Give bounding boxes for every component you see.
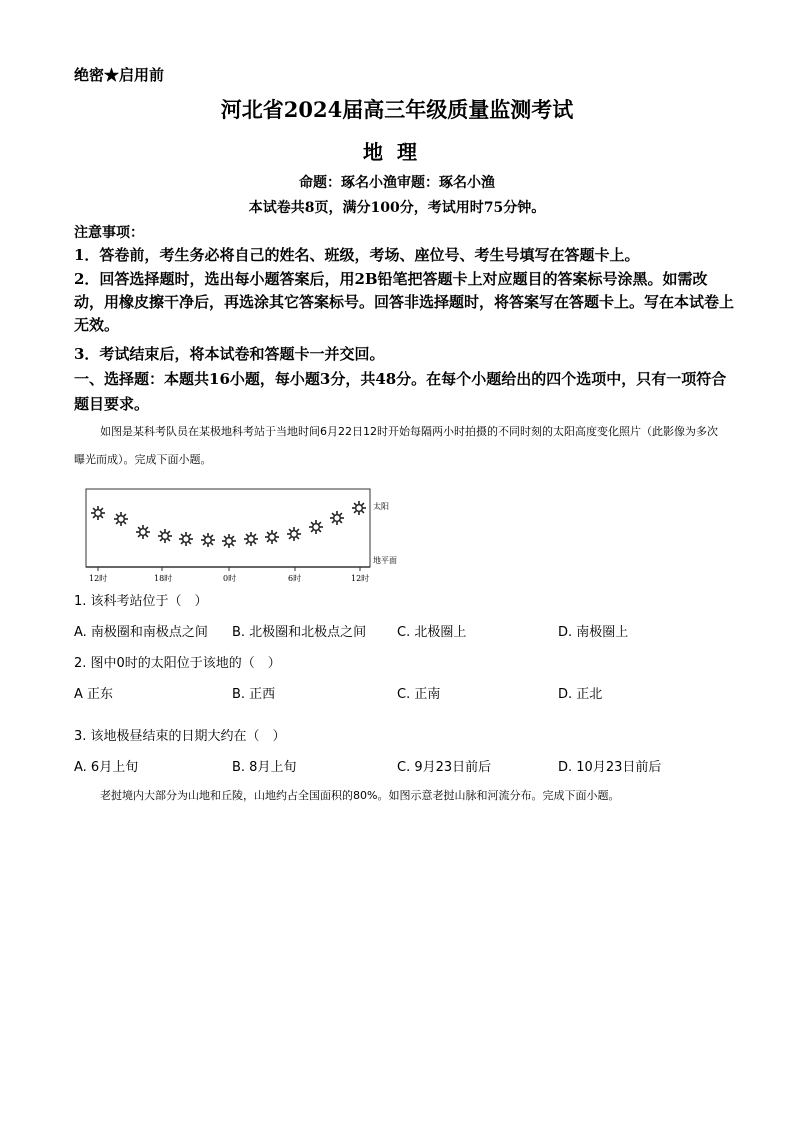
note-item: 2．回答选择题时，选出每小题答案后，用2B铅笔把答题卡上对应题目的答案标号涂黑。如需改动，用橡皮擦干净后，再选涂其它答案标号。回答非选择题时，将答案写在答题卡上。写在本试卷上无效。 [74, 270, 735, 334]
figure-frame [86, 489, 370, 567]
exam-info: 本试卷共8页，满分100分，考试用时75分钟。 [248, 200, 546, 216]
confidential-label: 绝密★启用前 [74, 66, 165, 84]
sun-icon [91, 506, 105, 520]
sun-label: 太阳 [373, 502, 389, 511]
x-tick-label: 6时 [288, 574, 302, 583]
sun-icon [158, 529, 172, 543]
exam-title: 河北省2024届高三年级质量监测考试 [220, 97, 574, 122]
notes-heading: 注意事项： [74, 225, 144, 241]
horizon-label: 地平面 [373, 556, 397, 565]
question-stem: 1. 该科考站位于（ ） [74, 594, 208, 609]
sun-icon [136, 525, 150, 539]
sun-icon [330, 511, 344, 525]
sun-icon [244, 532, 258, 546]
x-tick-label: 0时 [223, 574, 237, 583]
option-d[interactable]: D. 正北 [558, 687, 603, 702]
option-b[interactable]: B. 北极圈和北极点之间 [232, 625, 367, 640]
option-b[interactable]: B. 正西 [232, 687, 276, 702]
sun-altitude-figure [76, 487, 406, 583]
option-c[interactable]: C. 9月23日前后 [397, 760, 492, 775]
x-tick-label: 18时 [154, 574, 173, 583]
sun-icon [352, 501, 366, 515]
question-stem: 2. 图中0时的太阳位于该地的（ ） [74, 656, 281, 671]
sun-icon [222, 534, 236, 548]
option-a[interactable]: A. 6月上旬 [74, 760, 139, 775]
x-tick-label: 12时 [351, 574, 370, 583]
sun-series [91, 501, 366, 548]
option-a[interactable]: A 正东 [74, 687, 114, 702]
x-tick-label: 12时 [89, 574, 108, 583]
passage-intro: 如图是某科考队员在某极地科考站于当地时间6月22日12时开始每隔两小时拍摄的不同时刻的太阳高度变化照片（此影像为多次曝光而成）。完成下面小题。 [74, 425, 718, 466]
option-d[interactable]: D. 南极圈上 [558, 625, 629, 640]
sun-icon [309, 520, 323, 534]
option-b[interactable]: B. 8月上旬 [232, 760, 297, 775]
subject-title: 地理 [363, 140, 431, 164]
option-c[interactable]: C. 正南 [397, 687, 441, 702]
note-item: 3．考试结束后，将本试卷和答题卡一并交回。 [74, 345, 385, 363]
option-d[interactable]: D. 10月23日前后 [558, 760, 662, 775]
sun-icon [287, 527, 301, 541]
note-item: 1．答卷前，考生务必将自己的姓名、班级，考场、座位号、考生号填写在答题卡上。 [74, 246, 640, 264]
sun-icon [201, 533, 215, 547]
option-a[interactable]: A. 南极圈和南极点之间 [74, 625, 208, 640]
question-stem: 3. 该地极昼结束的日期大约在（ ） [74, 729, 286, 744]
section-heading: 一、选择题：本题共16小题，每小题3分，共48分。在每个小题给出的四个选项中，只有一项符合题目要求。 [74, 370, 727, 413]
author-line: 命题：琢名小渔审题：琢名小渔 [299, 175, 495, 191]
option-c[interactable]: C. 北极圈上 [397, 625, 467, 640]
sun-icon [179, 532, 193, 546]
sun-icon [114, 512, 128, 526]
sun-icon [265, 530, 279, 544]
passage-intro: 老挝境内大部分为山地和丘陵，山地约占全国面积的80%。如图示意老挝山脉和河流分布。完成下面小题。 [100, 789, 620, 802]
